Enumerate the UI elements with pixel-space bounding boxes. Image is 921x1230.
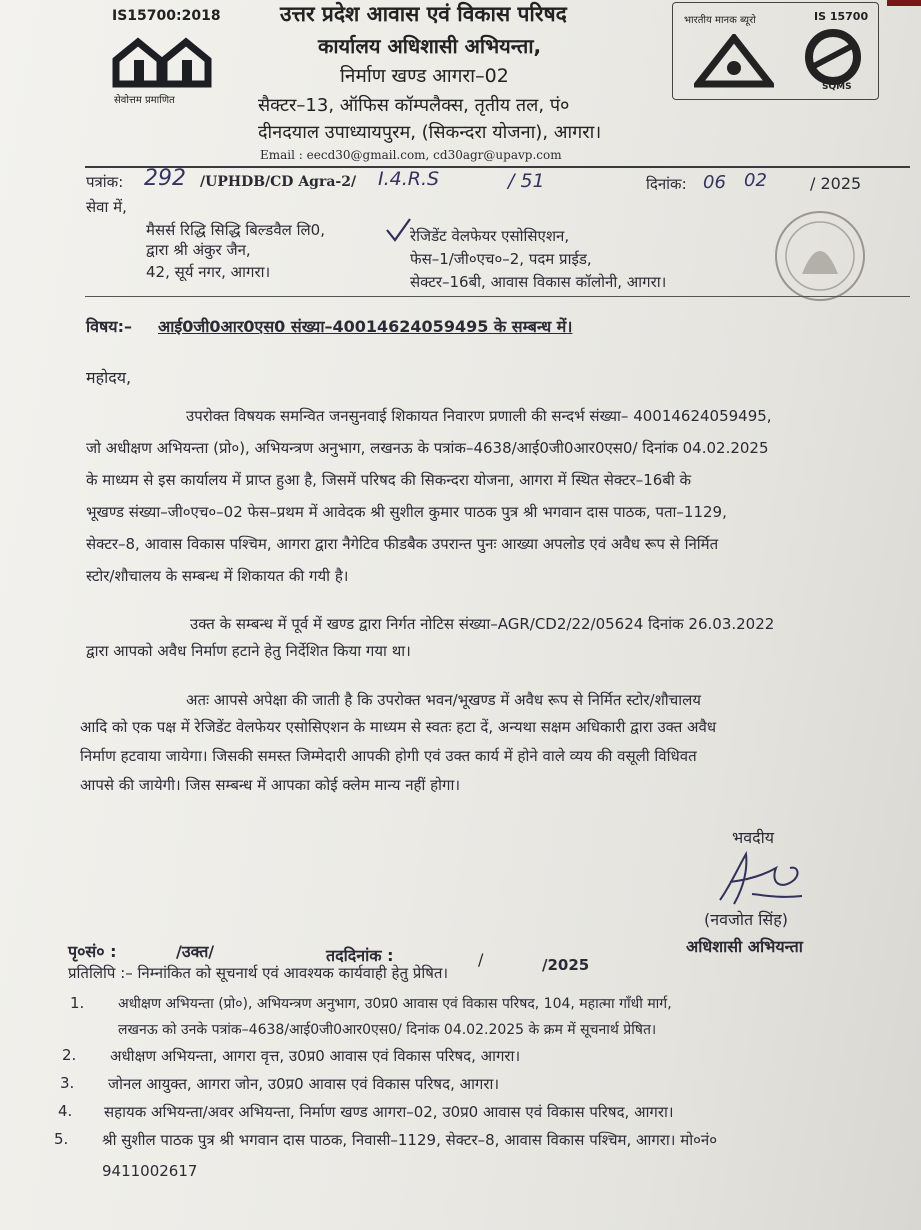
para3-line-4: आपसे की जायेगी। जिस सम्बन्ध में आपका कोई क्लेम मान्य नहीं होगा। (80, 776, 461, 794)
handwritten-signature-icon (712, 846, 812, 910)
recipient-2-line-2: फेस–1/जी०एच०–2, पदम प्राईड, (410, 250, 592, 268)
patrank-handwritten: I.4.R.S (378, 168, 440, 190)
pratilipi-heading: प्रतिलिपि :– निम्नांकित को सूचनार्थ एवं आवश्यक कार्यवाही हेतु प्रेषित। (68, 964, 449, 982)
tad-dinank-label: तददिनांक : (326, 946, 394, 965)
copy-item-3-num: 3. (60, 1074, 75, 1092)
patrank-label: पत्रांक: (86, 173, 124, 191)
copy-item-5-line-2: 9411002617 (102, 1162, 198, 1180)
logo-caption: सेवोत्तम प्रमाणित (114, 95, 175, 106)
copy-item-4-line-1: सहायक अभियन्ता/अवर अभियन्ता, निर्माण खण्ड आगरा–02, उ0प्र0 आवास एवं विकास परिषद, आगरा। (104, 1103, 674, 1121)
copy-item-2-num: 2. (62, 1046, 77, 1064)
corner-tab (887, 0, 921, 6)
subject-label: विषय:– (86, 317, 132, 336)
para2-line-2: द्वारा आपको अवैध निर्माण हटाने हेतु निर्देशित किया गया था। (86, 642, 411, 660)
recipient-2-line-3: सेक्टर–16बी, आवास विकास कॉलोनी, आगरा। (410, 273, 667, 291)
para3-line-1: अतः आपसे अपेक्षा की जाती है कि उपरोक्त भवन/भूखण्ड में अवैध रूप से निर्मित स्टोर/शौचालय (186, 691, 701, 709)
ukt-marker: /उक्त/ (176, 942, 215, 961)
seva-me: सेवा में, (86, 198, 127, 216)
closing: भवदीय (732, 828, 775, 847)
subject-text: आई0जी0आर0एस0 संख्या–40014624059495 के सम्बन्ध में। (158, 317, 573, 336)
para1-line-3: के माध्यम से इस कार्यालय में प्राप्त हुआ है, जिसमें परिषद की सिकन्दरा योजना, आगरा में स्थित सेक्टर–16बी के (86, 471, 692, 489)
copy-item-5-num: 5. (54, 1130, 69, 1148)
para1-line-1: उपरोक्त विषयक समन्वित जनसुनवाई शिकायत निवारण प्रणाली की सन्दर्भ संख्या– 40014624059495, (186, 407, 772, 425)
date-day: 06 (703, 172, 726, 193)
copy-item-3-line-1: जोनल आयुक्त, आगरा जोन, उ0प्र0 आवास एवं विकास परिषद, आगरा। (108, 1075, 500, 1093)
date-year: / 2025 (810, 174, 862, 193)
copy-item-1-num: 1. (70, 994, 85, 1012)
signatory-name: (नवजोत सिंह) (704, 910, 788, 929)
bis-caption: भारतीय मानक ब्यूरो (684, 15, 756, 26)
signatory-designation: अधिशासी अभियन्ता (686, 937, 803, 956)
copy-item-5-line-1: श्री सुशील पाठक पुत्र श्री भगवान दास पाठक, निवासी–1129, सेक्टर–8, आवास विकास पश्चिम, आगरा। मो०नं० (102, 1131, 718, 1149)
header-rule (85, 166, 910, 168)
copy-item-1-line-2: लखनऊ को उनके पत्रांक–4638/आई0जी0आर0एस0/ दिनांक 04.02.2025 के क्रम में सूचनार्थ प्रेषित। (118, 1022, 657, 1038)
copy-item-4-num: 4. (58, 1102, 73, 1120)
office-name: कार्यालय अधिशासी अभियन्ता, (318, 34, 542, 58)
tick-mark-icon (384, 216, 412, 244)
copy-item-2-line-1: अधीक्षण अभियन्ता, आगरा वृत्त, उ0प्र0 आवास एवं विकास परिषद, आगरा। (110, 1047, 521, 1065)
para1-line-6: स्टोर/शौचालय के सम्बन्ध में शिकायत की गयी है। (86, 567, 349, 585)
recipient-rule (85, 296, 910, 297)
patrank-code: /UPHDB/CD Agra-2/ (200, 174, 357, 190)
copy-item-1-line-1: अधीक्षण अभियन्ता (प्रो०), अभियन्त्रण अनुभाग, उ0प्र0 आवास एवं विकास परिषद, 104, महात्मा गाँधी मार्ग, (118, 996, 672, 1012)
para3-line-3: निर्माण हटवाया जायेगा। जिसकी समस्त जिम्मेदारी आपकी होगी एवं उक्त कार्य में होने वाले व्यय की वसूली विधिवत (80, 747, 697, 765)
date-label: दिनांक: (646, 175, 687, 193)
pu-sankhya-label: पृ०सं० : (68, 942, 117, 961)
para2-line-1: उक्त के सम्बन्ध में पूर्व में खण्ड द्वारा निर्गत नोटिस संख्या–AGR/CD2/22/05624 दिनांक 26.03.2022 (190, 615, 775, 633)
para1-line-4: भूखण्ड संख्या–जी०एच०–02 फेस–प्रथम में आवेदक श्री सुशील कुमार पाठक पुत्र श्री भगवान दास पाठक, पता–1129, (86, 503, 727, 521)
para1-line-5: सेक्टर–8, आवास विकास पश्चिम, आगरा द्वारा नैगेटिव फीडबैक उपरान्त पुनः आख्या अपलोड एवं अवैध रूप से निर्मित (86, 535, 719, 553)
parishad-logo-icon (104, 30, 220, 98)
copy-year: /2025 (542, 956, 590, 974)
recipient-1-line-2: द्वारा श्री अंकुर जैन, (146, 241, 251, 259)
patrank-tail: / 51 (508, 170, 545, 192)
tad-dinank-slash: / (478, 950, 484, 969)
date-month: 02 (744, 170, 767, 191)
para3-line-2: आदि को एक पक्ष में रेजिडेंट वेलफेयर एसोसिएशन के माध्यम से स्वतः हटा दें, अन्यथा सक्षम अधिकारी द्वारा उक्त अवैध (80, 718, 717, 736)
iso-code-right: IS 15700 (814, 10, 869, 23)
address-line-1: सैक्टर–13, ऑफिस कॉम्पलैक्स, तृतीय तल, पं० (258, 95, 570, 116)
emblem-seal-icon (772, 208, 868, 304)
iso-code-left: IS15700:2018 (112, 8, 221, 24)
salutation: महोदय, (86, 368, 132, 387)
recipient-1-line-3: 42, सूर्य नगर, आगरा। (146, 263, 271, 281)
email-line: Email : eecd30@gmail.com, cd30agr@upavp.com (260, 148, 562, 162)
division-name: निर्माण खण्ड आगरा–02 (340, 65, 509, 87)
sqms-label: SQMS (822, 82, 852, 92)
para1-line-2: जो अधीक्षण अभियन्ता (प्रो०), अभियन्त्रण अनुभाग, लखनऊ के पत्रांक–4638/आई0जी0आर0एस0/ दिनांक 04.02.2025 (86, 439, 769, 457)
address-line-2: दीनदयाल उपाध्यायपुरम, (सिकन्दरा योजना), आगरा। (258, 122, 602, 143)
recipient-1-line-1: मैसर्स रिद्धि सिद्धि बिल्डवैल लि0, (146, 221, 325, 239)
sqms-mark-icon (796, 28, 870, 86)
recipient-2-line-1: रेजिडेंट वेलफेयर एसोसिएशन, (410, 227, 570, 245)
patrank-number: 292 (144, 166, 186, 191)
org-name: उत्तर प्रदेश आवास एवं विकास परिषद (280, 2, 567, 26)
bis-triangle-icon (694, 34, 774, 90)
